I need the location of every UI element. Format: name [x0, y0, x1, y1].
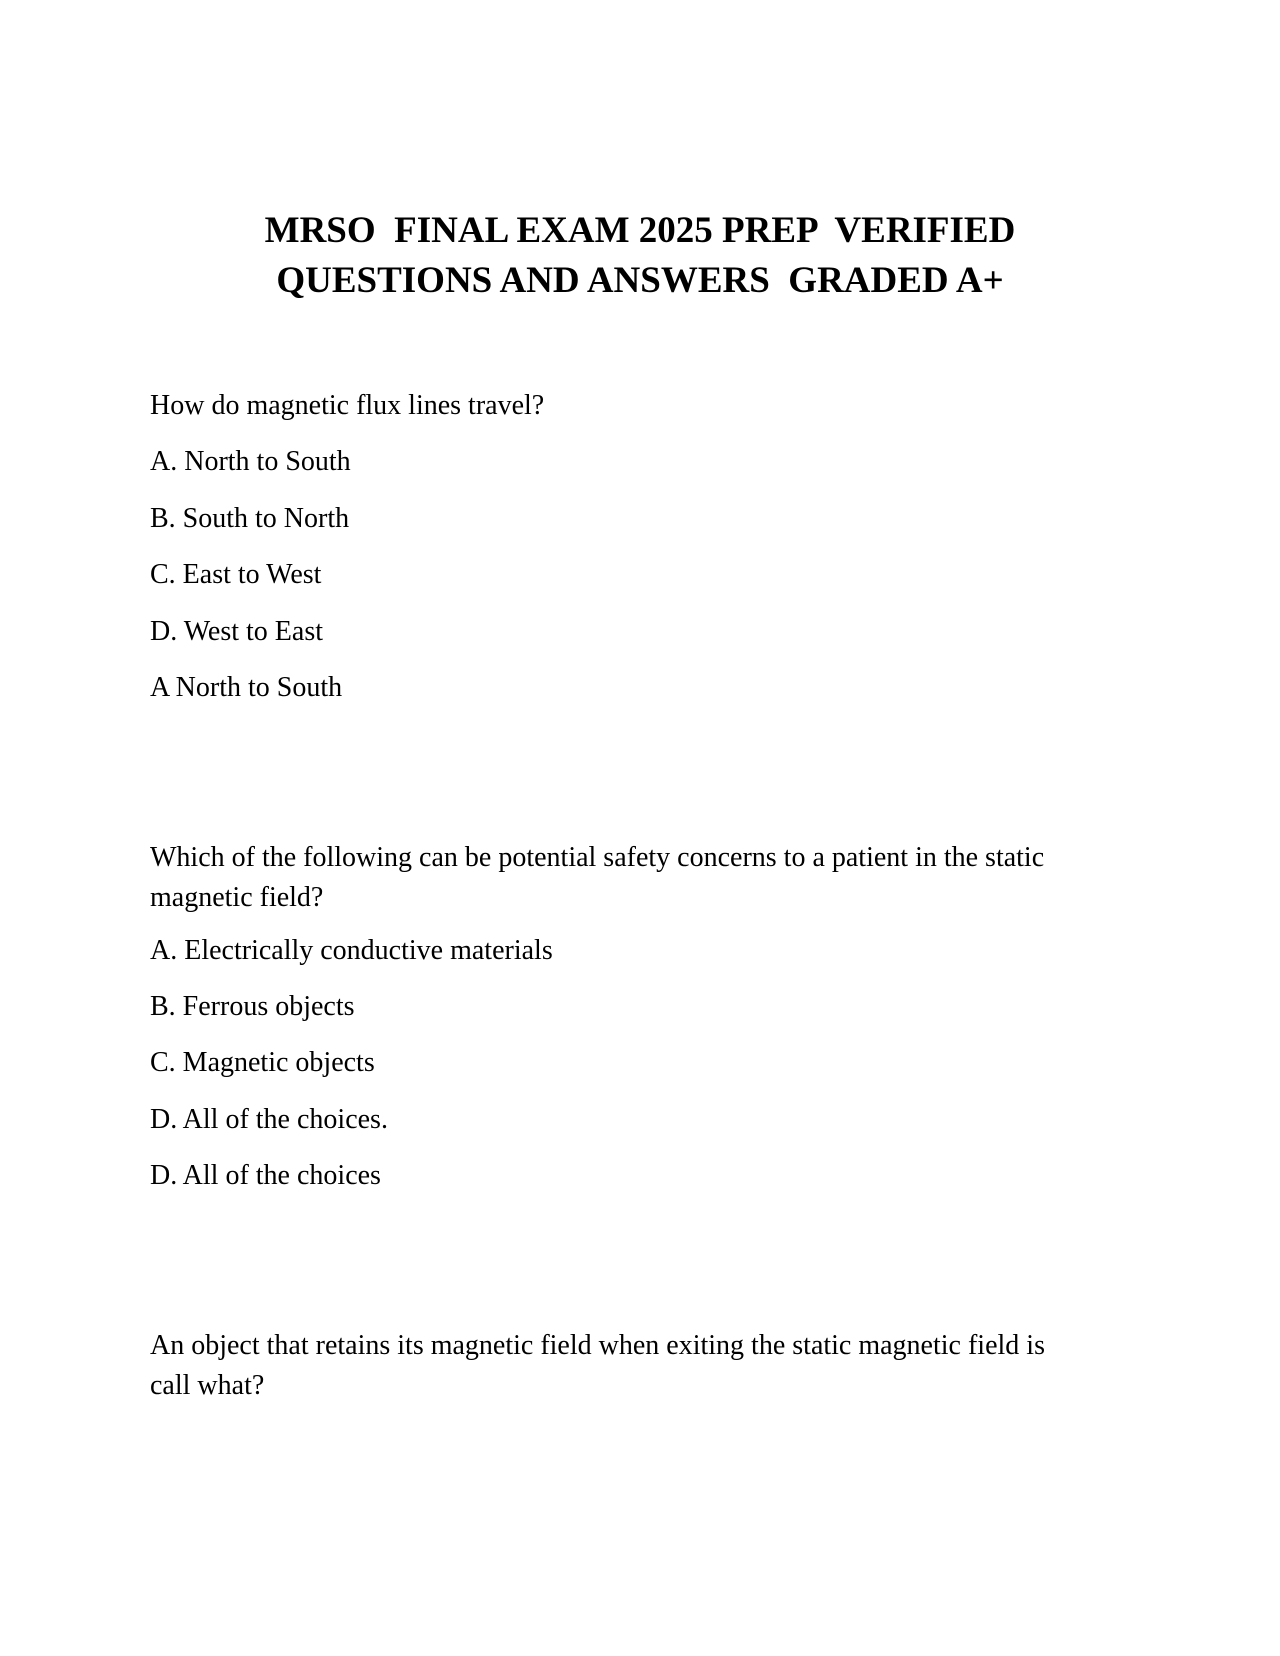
question-2-answer: D. All of the choices [150, 1160, 381, 1191]
question-2-option-a: A. Electrically conductive materials [150, 935, 553, 966]
question-1-option-a: A. North to South [150, 446, 351, 477]
title-line-2: QUESTIONS AND ANSWERS GRADED A+ [276, 260, 1004, 301]
question-1-answer: A North to South [150, 672, 343, 703]
question-3-line-2: call what? [150, 1370, 265, 1401]
question-2-line-2: magnetic field? [150, 882, 324, 913]
question-1-text: How do magnetic flux lines travel? [150, 390, 545, 421]
question-1-option-b: B. South to North [150, 503, 350, 534]
title-line-1: MRSO FINAL EXAM 2025 PREP VERIFIED [264, 210, 1016, 251]
question-2-option-c: C. Magnetic objects [150, 1047, 375, 1078]
question-2-option-d: D. All of the choices. [150, 1104, 388, 1135]
document-title [0, 206, 1280, 306]
question-2-option-b: B. Ferrous objects [150, 991, 355, 1022]
question-2-text [150, 838, 1090, 918]
question-1-option-c: C. East to West [150, 559, 322, 590]
question-3-line-1: An object that retains its magnetic field when exiting the static magnetic field is [150, 1330, 1045, 1361]
question-1-option-d: D. West to East [150, 616, 323, 647]
question-2-line-1: Which of the following can be potential safety concerns to a patient in the static [150, 842, 1045, 873]
question-3-text [150, 1326, 1090, 1406]
